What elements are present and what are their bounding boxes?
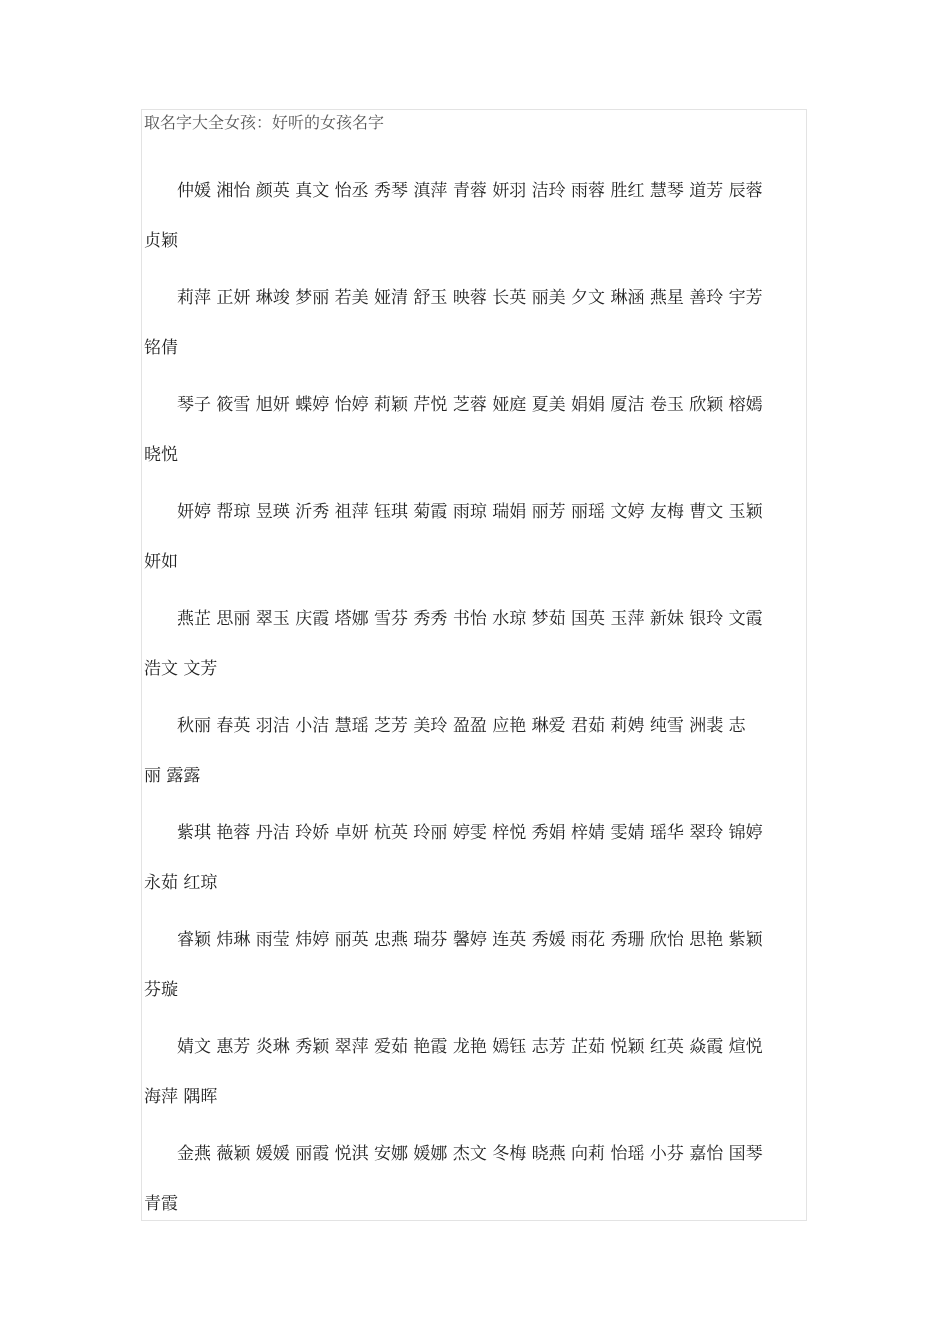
name-line: 紫琪 艳蓉 丹洁 玲娇 卓妍 杭英 玲丽 婷雯 梓悦 秀娟 梓婧 雯婧 瑶华 翠玲 锦婷 [177, 823, 763, 843]
name-line-continuation: 永茹 红琼 [144, 873, 218, 893]
name-paragraph [144, 380, 806, 487]
name-line: 秋丽 春英 羽洁 小洁 慧瑶 芝芳 美玲 盈盈 应艳 琳爱 君茹 莉娉 纯雪 洲裴 志 [177, 716, 746, 736]
name-line-continuation: 贞颖 [144, 231, 178, 251]
name-paragraph [144, 273, 806, 380]
name-paragraph [144, 1129, 806, 1236]
name-paragraph [144, 594, 806, 701]
name-paragraph [144, 487, 806, 594]
names-body [144, 166, 806, 1236]
name-line: 妍婷 帮琼 昱瑛 沂秀 祖萍 钰琪 菊霞 雨琼 瑞娟 丽芳 丽瑶 文婷 友梅 曹文 玉颖 [177, 502, 763, 522]
name-line-continuation: 晓悦 [144, 445, 178, 465]
name-line: 莉萍 正妍 琳竣 梦丽 若美 娅清 舒玉 映蓉 长英 丽美 夕文 琳涵 燕星 善玲 宇芳 [177, 288, 763, 308]
name-line-continuation: 浩文 文芳 [144, 659, 218, 679]
name-line: 金燕 薇颖 媛媛 丽霞 悦淇 安娜 媛娜 杰文 冬梅 晓燕 向莉 怡瑶 小芬 嘉怡 国琴 [177, 1144, 763, 1164]
name-line-continuation: 青霞 [144, 1194, 178, 1214]
name-line: 琴子 筱雪 旭妍 蝶婷 怡婷 莉颖 芹悦 芝蓉 娅庭 夏美 娟娟 厦洁 卷玉 欣颖 榕嫣 [177, 395, 763, 415]
name-line: 婧文 惠芳 炎琳 秀颖 翠萍 爱茹 艳霞 龙艳 嫣钰 志芳 芷茹 悦颖 红英 焱霞 煊悦 [177, 1037, 763, 1057]
name-paragraph [144, 1022, 806, 1129]
name-paragraph [144, 808, 806, 915]
name-line-continuation: 铭倩 [144, 338, 178, 358]
name-line-continuation: 芬璇 [144, 980, 178, 1000]
document-title: 取名字大全女孩：好听的女孩名字 [144, 113, 385, 132]
name-line-continuation: 妍如 [144, 552, 178, 572]
name-line: 燕芷 思丽 翠玉 庆霞 塔娜 雪芬 秀秀 书怡 水琼 梦茹 国英 玉萍 新妹 银玲 文霞 [177, 609, 763, 629]
name-line-continuation: 海萍 隅晖 [144, 1087, 218, 1107]
name-line: 睿颖 炜琳 雨莹 炜婷 丽英 忠燕 瑞芬 馨婷 连英 秀媛 雨花 秀珊 欣怡 思艳 紫颖 [177, 930, 763, 950]
name-paragraph [144, 701, 806, 808]
name-line-continuation: 丽 露露 [144, 766, 201, 786]
name-paragraph [144, 166, 806, 273]
name-line: 仲媛 湘怡 颜英 真文 怡丞 秀琴 滇萍 青蓉 妍羽 洁玲 雨蓉 胜红 慧琴 道芳 辰蓉 [177, 181, 763, 201]
name-paragraph [144, 915, 806, 1022]
